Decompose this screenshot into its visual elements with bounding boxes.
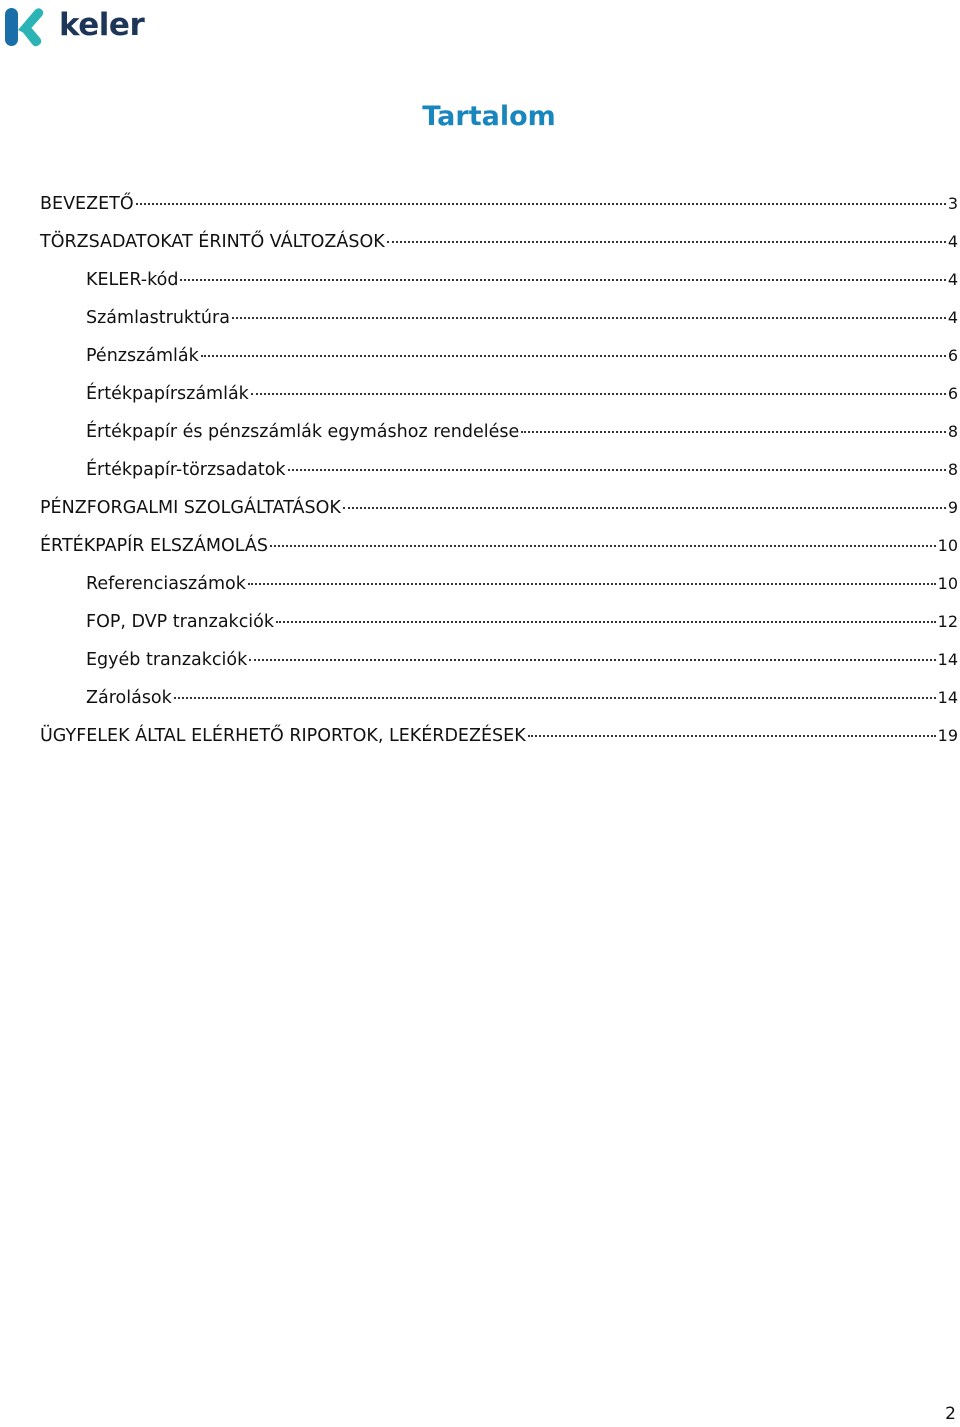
toc-entry-label[interactable]: ÉRTÉKPAPÍR ELSZÁMOLÁS <box>40 536 268 556</box>
toc-dot-leader <box>528 735 936 737</box>
toc-entry-page-number[interactable]: 6 <box>947 346 958 365</box>
toc-entry-label[interactable]: Zárolások <box>86 688 172 708</box>
toc-entry-page-number[interactable]: 8 <box>947 460 958 479</box>
toc-entry-page-number[interactable]: 10 <box>937 536 958 555</box>
toc-entry[interactable] <box>40 683 958 721</box>
toc-dot-leader <box>521 431 946 433</box>
toc-entry-label[interactable]: PÉNZFORGALMI SZOLGÁLTATÁSOK <box>40 498 341 518</box>
toc-entry-label[interactable]: KELER-kód <box>86 270 179 290</box>
keler-logo-mark-icon <box>5 6 47 48</box>
toc-dot-leader <box>180 279 945 281</box>
toc-entry-page-number[interactable]: 19 <box>937 726 958 745</box>
toc-dot-leader <box>343 507 946 509</box>
toc-entry[interactable] <box>40 645 958 683</box>
toc-entry-label[interactable]: Értékpapír-törzsadatok <box>86 460 286 480</box>
toc-entry-label[interactable]: BEVEZETŐ <box>40 194 134 214</box>
toc-entry-page-number[interactable]: 4 <box>947 232 958 251</box>
toc-entry-label[interactable]: Számlastruktúra <box>86 308 230 328</box>
toc-dot-leader <box>201 355 946 357</box>
toc-entry[interactable] <box>40 189 958 227</box>
toc-dot-leader <box>174 697 936 699</box>
toc-entry[interactable] <box>40 721 958 759</box>
toc-dot-leader <box>251 393 946 395</box>
toc-dot-leader <box>276 621 936 623</box>
page-title: Tartalom <box>422 101 556 132</box>
toc-dot-leader <box>232 317 946 319</box>
table-of-contents <box>40 189 958 759</box>
toc-entry-label[interactable]: Pénzszámlák <box>86 346 199 366</box>
toc-entry-page-number[interactable]: 12 <box>937 612 958 631</box>
toc-dot-leader <box>387 241 946 243</box>
toc-entry-page-number[interactable]: 9 <box>947 498 958 517</box>
toc-entry-page-number[interactable]: 3 <box>947 194 958 213</box>
toc-entry-label[interactable]: Értékpapír és pénzszámlák egymáshoz rendelése <box>86 422 520 442</box>
toc-entry[interactable] <box>40 455 958 493</box>
toc-entry-page-number[interactable]: 14 <box>937 688 958 707</box>
toc-dot-leader <box>288 469 946 471</box>
toc-entry-label[interactable]: ÜGYFELEK ÁLTAL ELÉRHETŐ RIPORTOK, LEKÉRDEZÉSEK <box>40 726 526 746</box>
toc-dot-leader <box>248 583 936 585</box>
toc-entry-label[interactable]: TÖRZSADATOKAT ÉRINTŐ VÁLTOZÁSOK <box>40 232 385 252</box>
toc-entry-page-number[interactable]: 4 <box>947 308 958 327</box>
toc-entry[interactable] <box>40 607 958 645</box>
toc-entry-label[interactable]: Egyéb tranzakciók <box>86 650 248 670</box>
toc-entry[interactable] <box>40 417 958 455</box>
toc-dot-leader <box>136 203 946 205</box>
toc-dot-leader <box>249 659 935 661</box>
toc-entry-page-number[interactable]: 14 <box>937 650 958 669</box>
toc-entry-page-number[interactable]: 6 <box>947 384 958 403</box>
toc-entry-page-number[interactable]: 4 <box>947 270 958 289</box>
toc-entry[interactable] <box>40 379 958 417</box>
toc-entry-label[interactable]: Referenciaszámok <box>86 574 246 594</box>
toc-entry-page-number[interactable]: 8 <box>947 422 958 441</box>
page-number: 2 <box>945 1404 956 1424</box>
toc-entry[interactable] <box>40 341 958 379</box>
toc-entry-label[interactable]: Értékpapírszámlák <box>86 384 249 404</box>
toc-entry[interactable] <box>40 227 958 265</box>
toc-entry[interactable] <box>40 569 958 607</box>
toc-entry[interactable] <box>40 531 958 569</box>
toc-dot-leader <box>270 545 936 547</box>
keler-logo-text: keler <box>59 7 145 43</box>
toc-entry-page-number[interactable]: 10 <box>937 574 958 593</box>
toc-entry[interactable] <box>40 493 958 531</box>
keler-logo <box>5 6 144 48</box>
toc-entry-label[interactable]: FOP, DVP tranzakciók <box>86 612 275 632</box>
toc-entry[interactable] <box>40 265 958 303</box>
toc-entry[interactable] <box>40 303 958 341</box>
